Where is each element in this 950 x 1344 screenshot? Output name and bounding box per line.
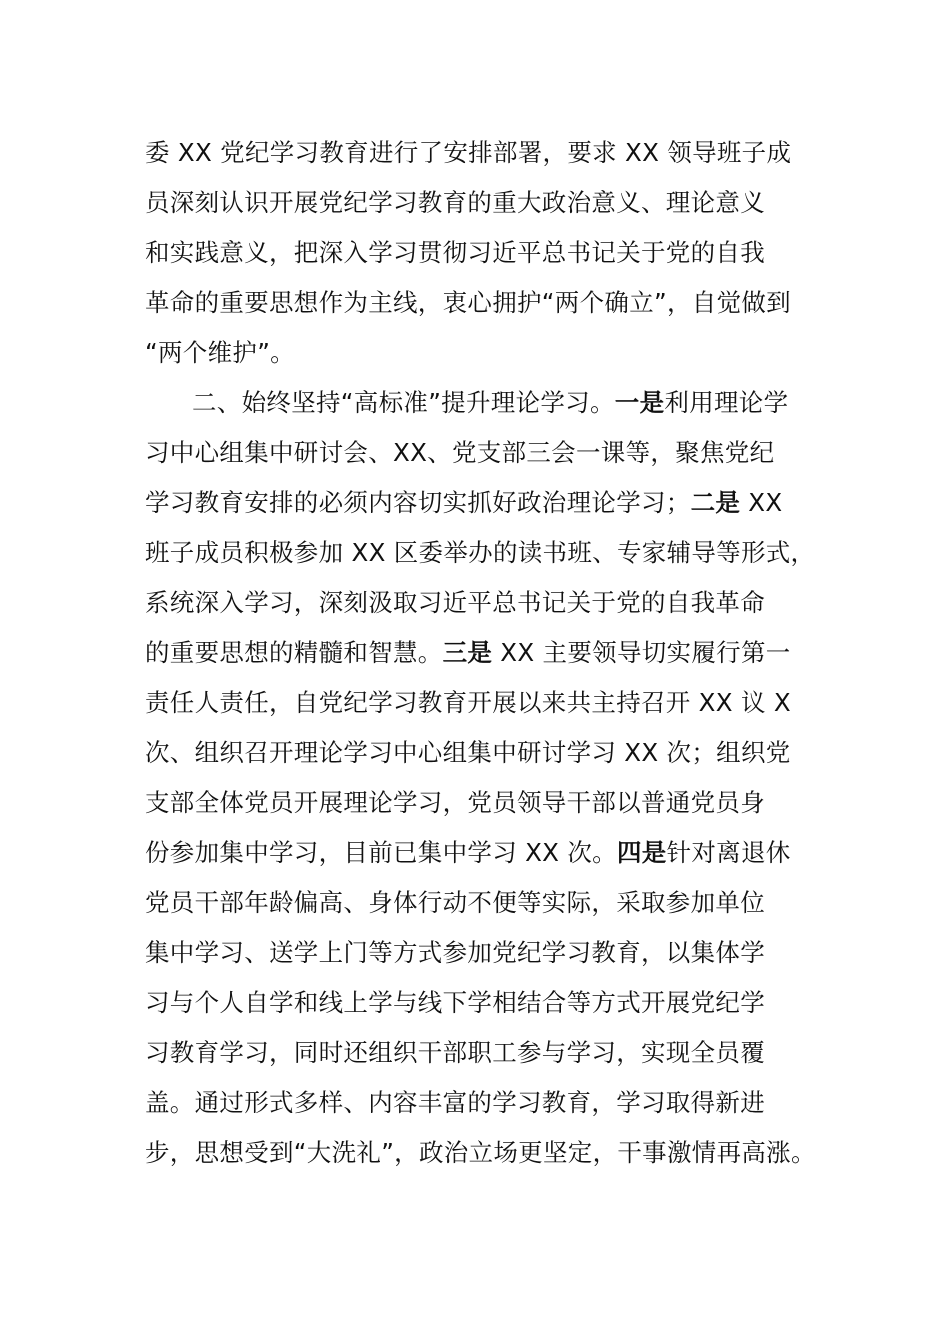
text-segment: 责任人责任，自党纪学习教育开展以来共主持召开 XX 议 X	[145, 688, 791, 717]
text-segment: 习中心组集中研讨会、XX、党支部三会一课等，聚焦党纪	[145, 438, 775, 467]
text-line	[145, 1128, 845, 1178]
document-body	[145, 128, 845, 1178]
text-segment: 习与个人自学和线上学与线下学相结合等方式开展党纪学	[145, 988, 765, 1017]
text-line	[145, 728, 845, 778]
text-segment: 的重要思想的精髓和智慧。	[145, 638, 443, 667]
text-segment: 支部全体党员开展理论学习，党员领导干部以普通党员身	[145, 788, 765, 817]
text-segment: 次、组织召开理论学习中心组集中研讨学习 XX 次；组织党	[145, 738, 791, 767]
text-line	[145, 578, 845, 628]
text-line	[145, 1028, 845, 1078]
text-segment: 二、始终坚持“高标准”提升理论学习。	[192, 388, 615, 417]
text-segment: 集中学习、送学上门等方式参加党纪学习教育，以集体学	[145, 938, 765, 967]
text-segment: 份参加集中学习，目前已集中学习 XX 次。	[145, 838, 617, 867]
text-line	[145, 778, 845, 828]
text-line	[145, 528, 845, 578]
text-line	[145, 878, 845, 928]
text-line	[145, 928, 845, 978]
emphasis-segment: 三是	[442, 638, 493, 667]
text-segment: XX	[740, 488, 783, 517]
text-line: 员深刻认识开展党纪学习教育的重大政治意义、理论意义	[145, 188, 765, 217]
text-segment: 习教育学习，同时还组织干部职工参与学习，实现全员覆	[145, 1038, 765, 1067]
emphasis-segment: 四是	[616, 838, 667, 867]
emphasis-segment: 一是	[614, 388, 665, 417]
text-line	[145, 978, 845, 1028]
text-line: 革命的重要思想作为主线，衷心拥护“两个确立”，自觉做到	[145, 288, 791, 317]
text-segment: XX 主要领导切实履行第一	[492, 638, 791, 667]
text-line	[145, 628, 845, 678]
text-line: “两个维护”。	[145, 338, 295, 367]
text-line	[145, 678, 845, 728]
emphasis-segment: 二是	[690, 488, 741, 517]
text-line	[145, 378, 845, 428]
text-segment: 学习教育安排的必须内容切实抓好政治理论学习；	[145, 488, 691, 517]
text-segment: 利用理论学	[664, 388, 789, 417]
text-segment: 步，思想受到“大洗礼”，政治立场更坚定，干事激情再高涨。	[145, 1138, 816, 1167]
text-segment: 党员干部年龄偏高、身体行动不便等实际，采取参加单位	[145, 888, 765, 917]
text-line: 和实践意义，把深入学习贯彻习近平总书记关于党的自我	[145, 238, 765, 267]
text-line	[145, 828, 845, 878]
text-line	[145, 478, 845, 528]
text-line	[145, 1078, 845, 1128]
text-segment: 班子成员积极参加 XX 区委举办的读书班、专家辅导等形式，	[145, 538, 816, 567]
text-line	[145, 428, 845, 478]
text-line: 委 XX 党纪学习教育进行了安排部署，要求 XX 领导班子成	[145, 138, 792, 167]
text-segment: 针对离退休	[666, 838, 791, 867]
text-segment: 盖。通过形式多样、内容丰富的学习教育，学习取得新进	[145, 1088, 765, 1117]
paragraph-1	[145, 128, 845, 378]
paragraph-2	[145, 378, 845, 1178]
text-segment: 系统深入学习，深刻汲取习近平总书记关于党的自我革命	[145, 588, 765, 617]
